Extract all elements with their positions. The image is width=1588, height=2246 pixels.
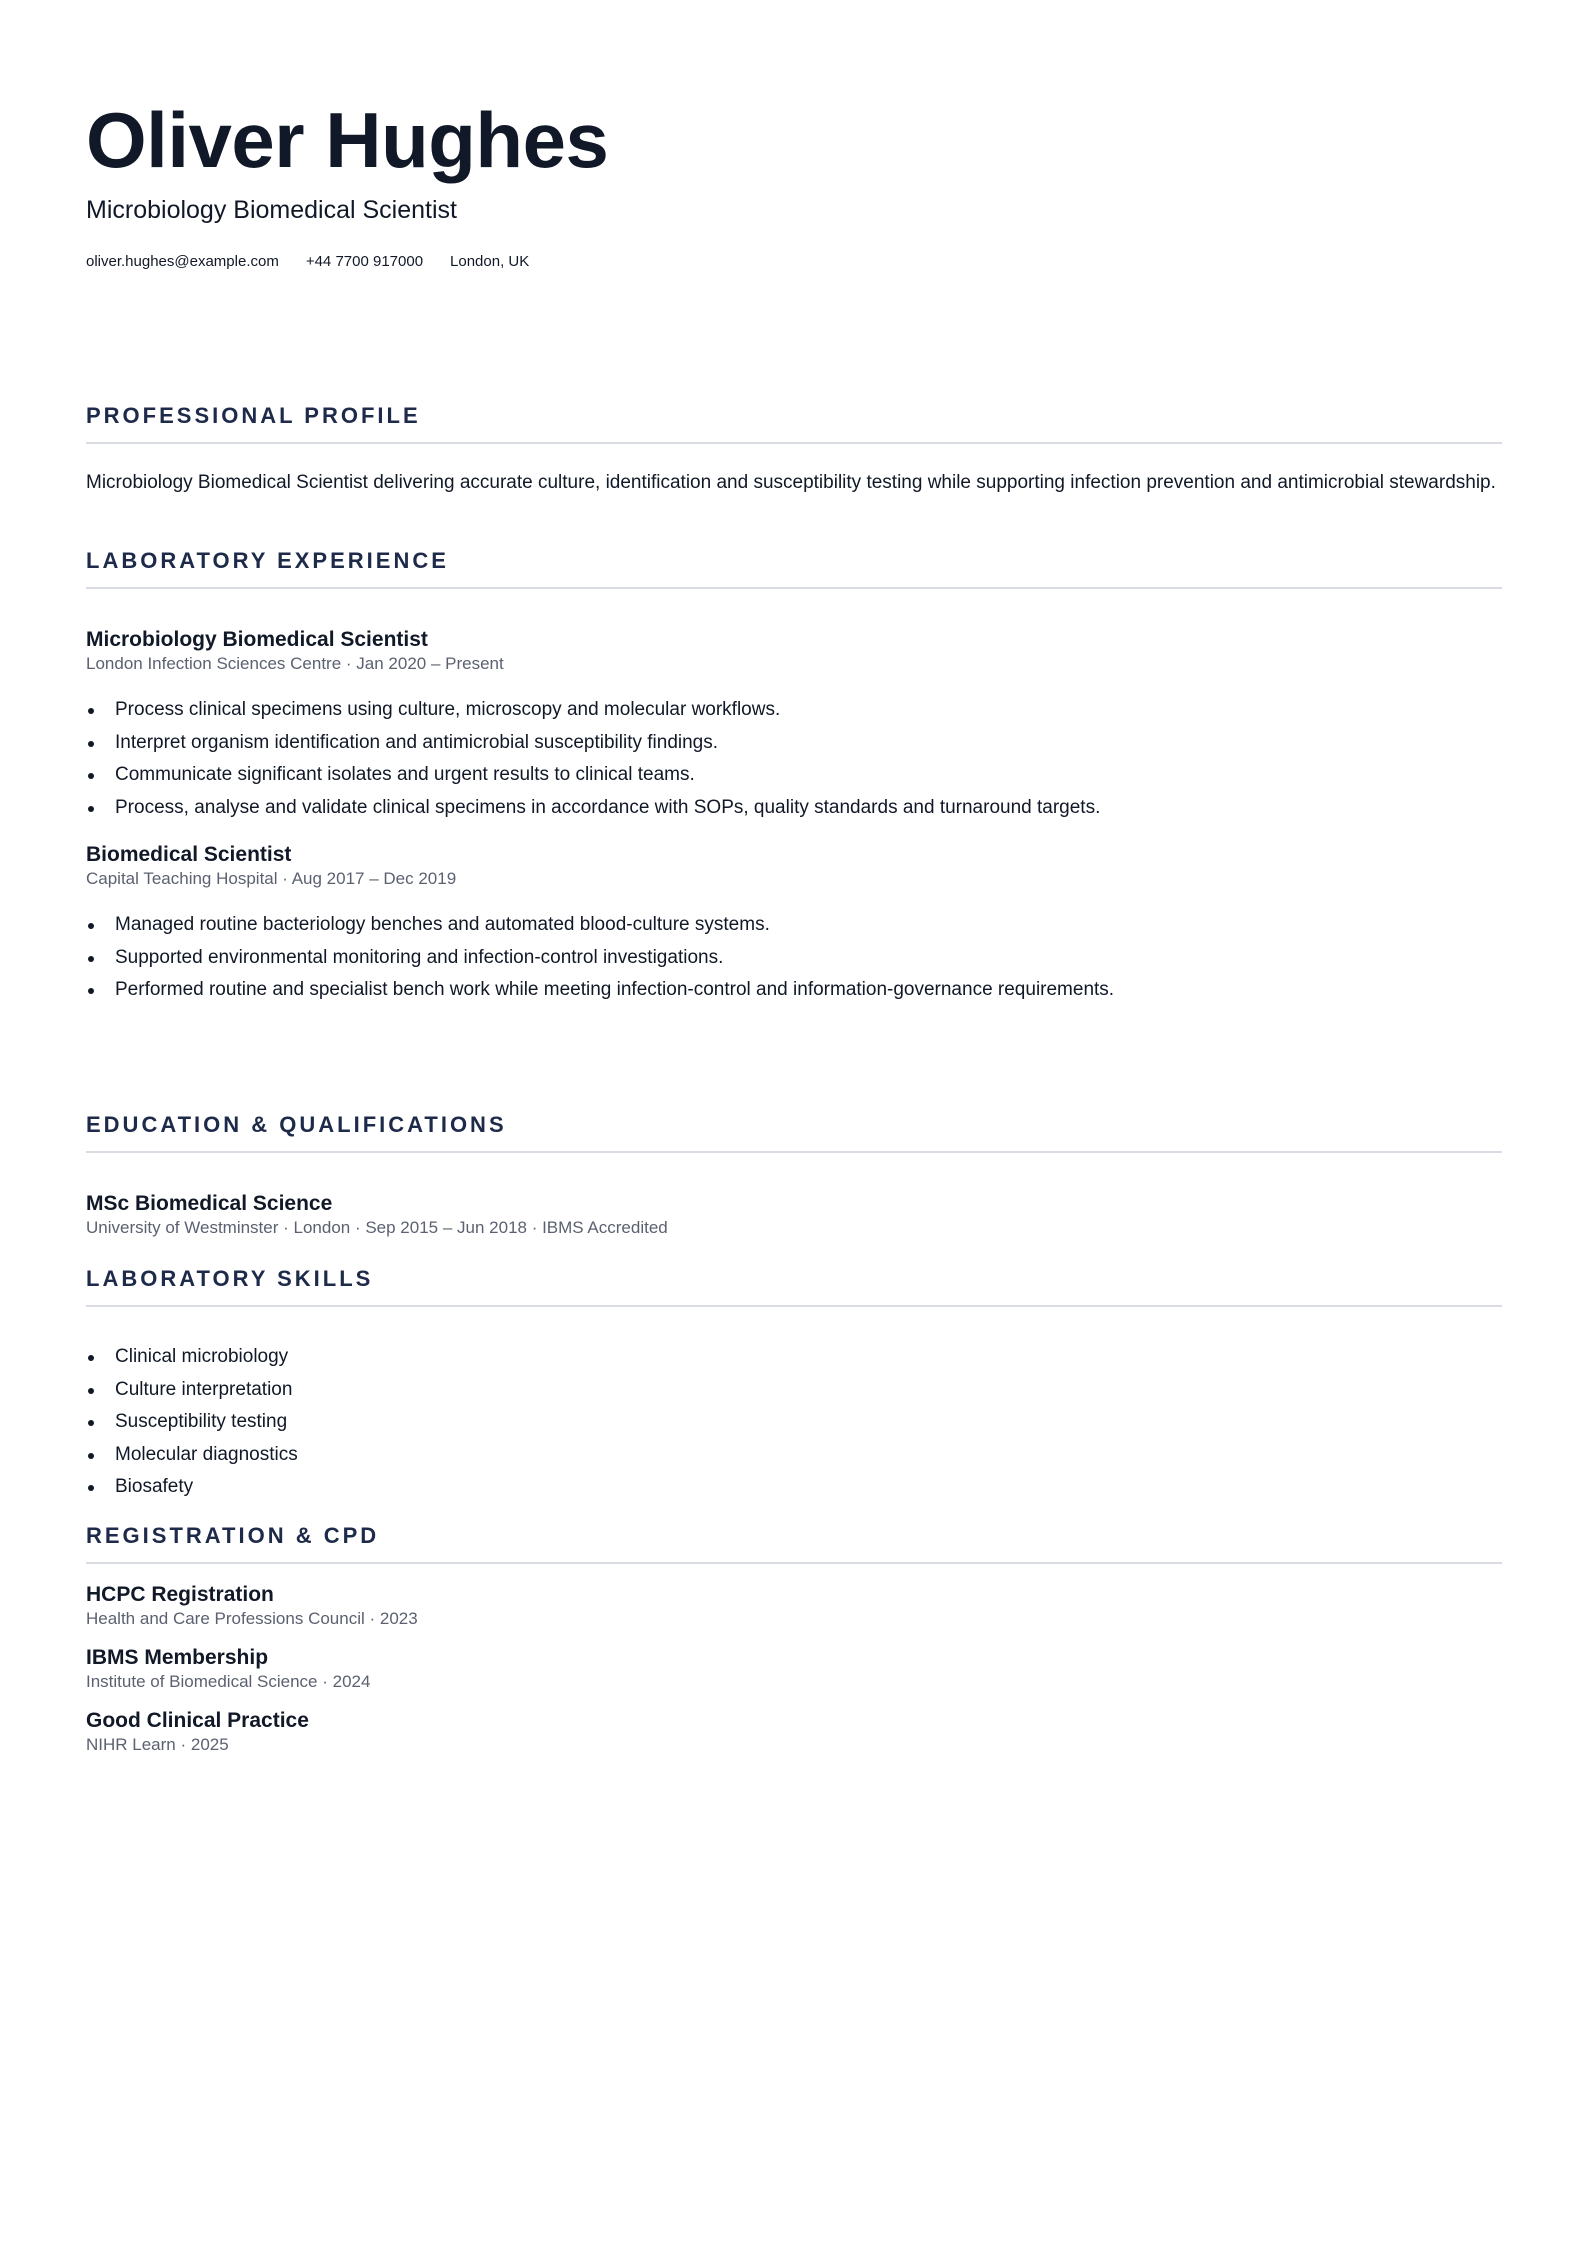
profile-section	[86, 402, 1502, 496]
skills-section	[86, 1265, 1502, 1504]
skill-text: Biosafety	[115, 1476, 194, 1497]
bullet-text: Process clinical specimens using culture, microscopy and molecular workflows.	[115, 699, 781, 720]
section-heading: REGISTRATION & CPD	[86, 1523, 380, 1548]
section-divider	[86, 1305, 1502, 1307]
list-item	[86, 727, 1502, 760]
list-item	[86, 792, 1502, 825]
section-divider	[86, 587, 1502, 589]
registration-section	[86, 1522, 1502, 1756]
bullet-icon	[88, 956, 94, 962]
list-item	[86, 974, 1502, 1007]
bullet-text: Communicate significant isolates and urgent results to clinical teams.	[115, 764, 695, 785]
section-heading: PROFESSIONAL PROFILE	[86, 403, 421, 428]
job-bullets	[86, 694, 1502, 824]
skill-text: Molecular diagnostics	[115, 1443, 298, 1465]
bullet-icon	[88, 773, 94, 779]
bullet-icon	[88, 1355, 94, 1361]
section-heading: EDUCATION & QUALIFICATIONS	[86, 1112, 507, 1137]
job-entry	[86, 842, 1502, 1007]
contact-location: London, UK	[450, 253, 530, 270]
profile-text: Microbiology Biomedical Scientist delivering accurate culture, identification and susceptibility testing while supporting infection prevention and antimicrobial stewardship.	[86, 472, 1496, 493]
job-meta: Capital Teaching Hospital · Aug 2017 – Dec 2019	[86, 869, 457, 888]
list-item	[86, 1439, 1502, 1472]
list-item	[86, 1374, 1502, 1407]
bullet-icon	[88, 923, 94, 929]
job-entry	[86, 627, 1502, 824]
job-title: Biomedical Scientist	[86, 843, 292, 866]
bullet-text: Managed routine bacteriology benches and automated blood-culture systems.	[115, 914, 770, 935]
contact-line	[86, 252, 556, 272]
bullet-icon	[88, 1485, 94, 1491]
section-divider	[86, 1151, 1502, 1153]
list-item	[86, 1341, 1502, 1374]
bullet-icon	[88, 1388, 94, 1394]
registration-meta: NIHR Learn · 2025	[86, 1735, 229, 1754]
bullet-icon	[88, 1420, 94, 1426]
contact-email: oliver.hughes@example.com	[86, 253, 279, 270]
candidate-title: Microbiology Biomedical Scientist	[86, 196, 457, 224]
section-heading: LABORATORY EXPERIENCE	[86, 548, 449, 573]
bullet-icon	[88, 806, 94, 812]
list-item	[86, 1471, 1502, 1504]
bullet-icon	[88, 708, 94, 714]
registration-title: Good Clinical Practice	[86, 1709, 309, 1732]
education-section	[86, 1111, 1502, 1239]
candidate-name: Oliver Hughes	[86, 96, 609, 184]
skill-text: Susceptibility testing	[115, 1411, 288, 1432]
resume-page	[86, 92, 1502, 1754]
list-item	[86, 694, 1502, 727]
list-item	[86, 1406, 1502, 1439]
section-divider	[86, 442, 1502, 444]
section-divider	[86, 1562, 1502, 1564]
education-entry	[86, 1191, 1502, 1239]
bullet-text: Performed routine and specialist bench work while meeting infection-control and information-governance requirements.	[115, 979, 1115, 1000]
degree-title: MSc Biomedical Science	[86, 1192, 333, 1215]
list-item	[86, 759, 1502, 792]
registration-entry	[86, 1645, 1502, 1693]
bullet-text: Interpret organism identification and antimicrobial susceptibility findings.	[115, 731, 719, 753]
skills-list	[86, 1341, 1502, 1504]
bullet-text: Process, analyse and validate clinical specimens in accordance with SOPs, quality standards and turnaround targets.	[115, 796, 1101, 818]
skill-text: Clinical microbiology	[115, 1346, 289, 1367]
registration-title: IBMS Membership	[86, 1646, 269, 1669]
registration-meta: Institute of Biomedical Science · 2024	[86, 1672, 371, 1691]
degree-meta: University of Westminster · London · Sep 2015 – Jun 2018 · IBMS Accredited	[86, 1218, 668, 1237]
contact-phone: +44 7700 917000	[305, 253, 424, 270]
registration-meta: Health and Care Professions Council · 2023	[86, 1609, 418, 1628]
job-title: Microbiology Biomedical Scientist	[86, 628, 428, 651]
job-bullets	[86, 909, 1502, 1007]
bullet-text: Supported environmental monitoring and infection-control investigations.	[115, 946, 724, 968]
registration-title: HCPC Registration	[86, 1583, 274, 1606]
registration-entry	[86, 1582, 1502, 1630]
experience-section	[86, 547, 1502, 1007]
bullet-icon	[88, 1453, 94, 1459]
skill-text: Culture interpretation	[115, 1378, 293, 1400]
list-item	[86, 942, 1502, 975]
registration-entry	[86, 1708, 1502, 1756]
bullet-icon	[88, 988, 94, 994]
section-heading: LABORATORY SKILLS	[86, 1266, 374, 1291]
job-meta: London Infection Sciences Centre · Jan 2020 – Present	[86, 654, 504, 673]
list-item	[86, 909, 1502, 942]
bullet-icon	[88, 741, 94, 747]
